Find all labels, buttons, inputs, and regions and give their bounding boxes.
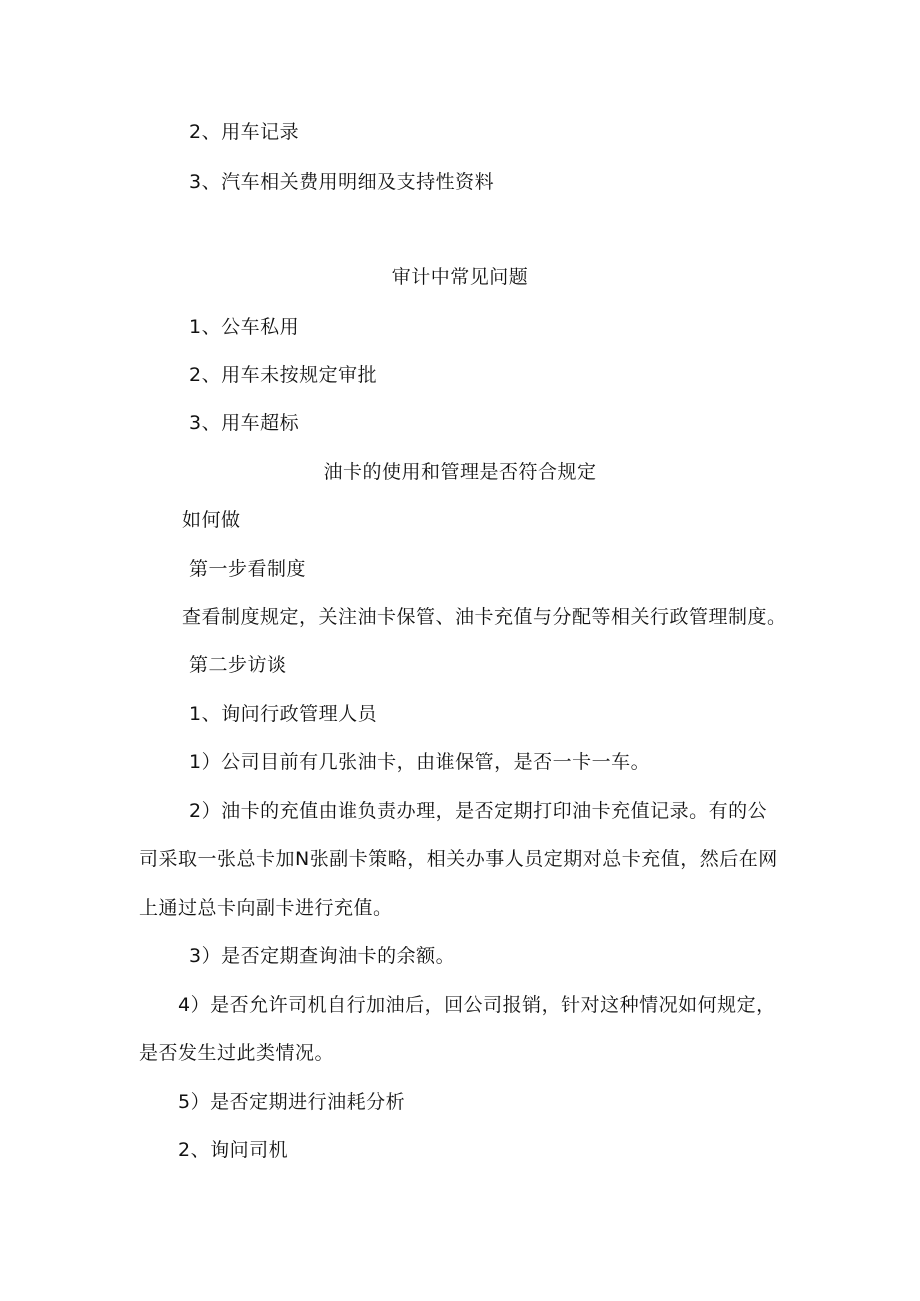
section-heading: 油卡的使用和管理是否符合规定: [323, 461, 597, 483]
list-item: 1、询问行政管理人员: [189, 703, 378, 725]
list-item: 5）是否定期进行油耗分析: [178, 1091, 406, 1113]
list-item: 3、汽车相关费用明细及支持性资料: [189, 171, 495, 193]
list-item: 2、询问司机: [178, 1139, 289, 1161]
paragraph: 司采取一张总卡加N张副卡策略，相关办事人员定期对总卡充值，然后在网: [139, 848, 778, 870]
paragraph: 4）是否允许司机自行加油后，回公司报销，针对这种情况如何规定，: [178, 994, 776, 1016]
list-item: 1、公车私用: [189, 316, 300, 338]
list-item: 2、用车记录: [189, 121, 300, 143]
list-item: 2、用车未按规定审批: [189, 364, 378, 386]
paragraph: 查看制度规定，关注油卡保管、油卡充值与分配等相关行政管理制度。: [182, 606, 787, 628]
paragraph: 2）油卡的充值由谁负责办理，是否定期打印油卡充值记录。有的公: [189, 800, 768, 822]
section-heading: 审计中常见问题: [391, 266, 529, 288]
list-item: 3）是否定期查询油卡的余额。: [189, 945, 456, 967]
paragraph: 是否发生过此类情况。: [139, 1042, 335, 1064]
list-item: 3、用车超标: [189, 412, 300, 434]
paragraph: 上通过总卡向副卡进行充值。: [139, 897, 393, 919]
paragraph: 如何做: [182, 509, 241, 531]
list-item: 1）公司目前有几张油卡，由谁保管，是否一卡一车。: [189, 751, 651, 773]
paragraph: 第一步看制度: [189, 558, 307, 580]
paragraph: 第二步访谈: [189, 654, 287, 676]
